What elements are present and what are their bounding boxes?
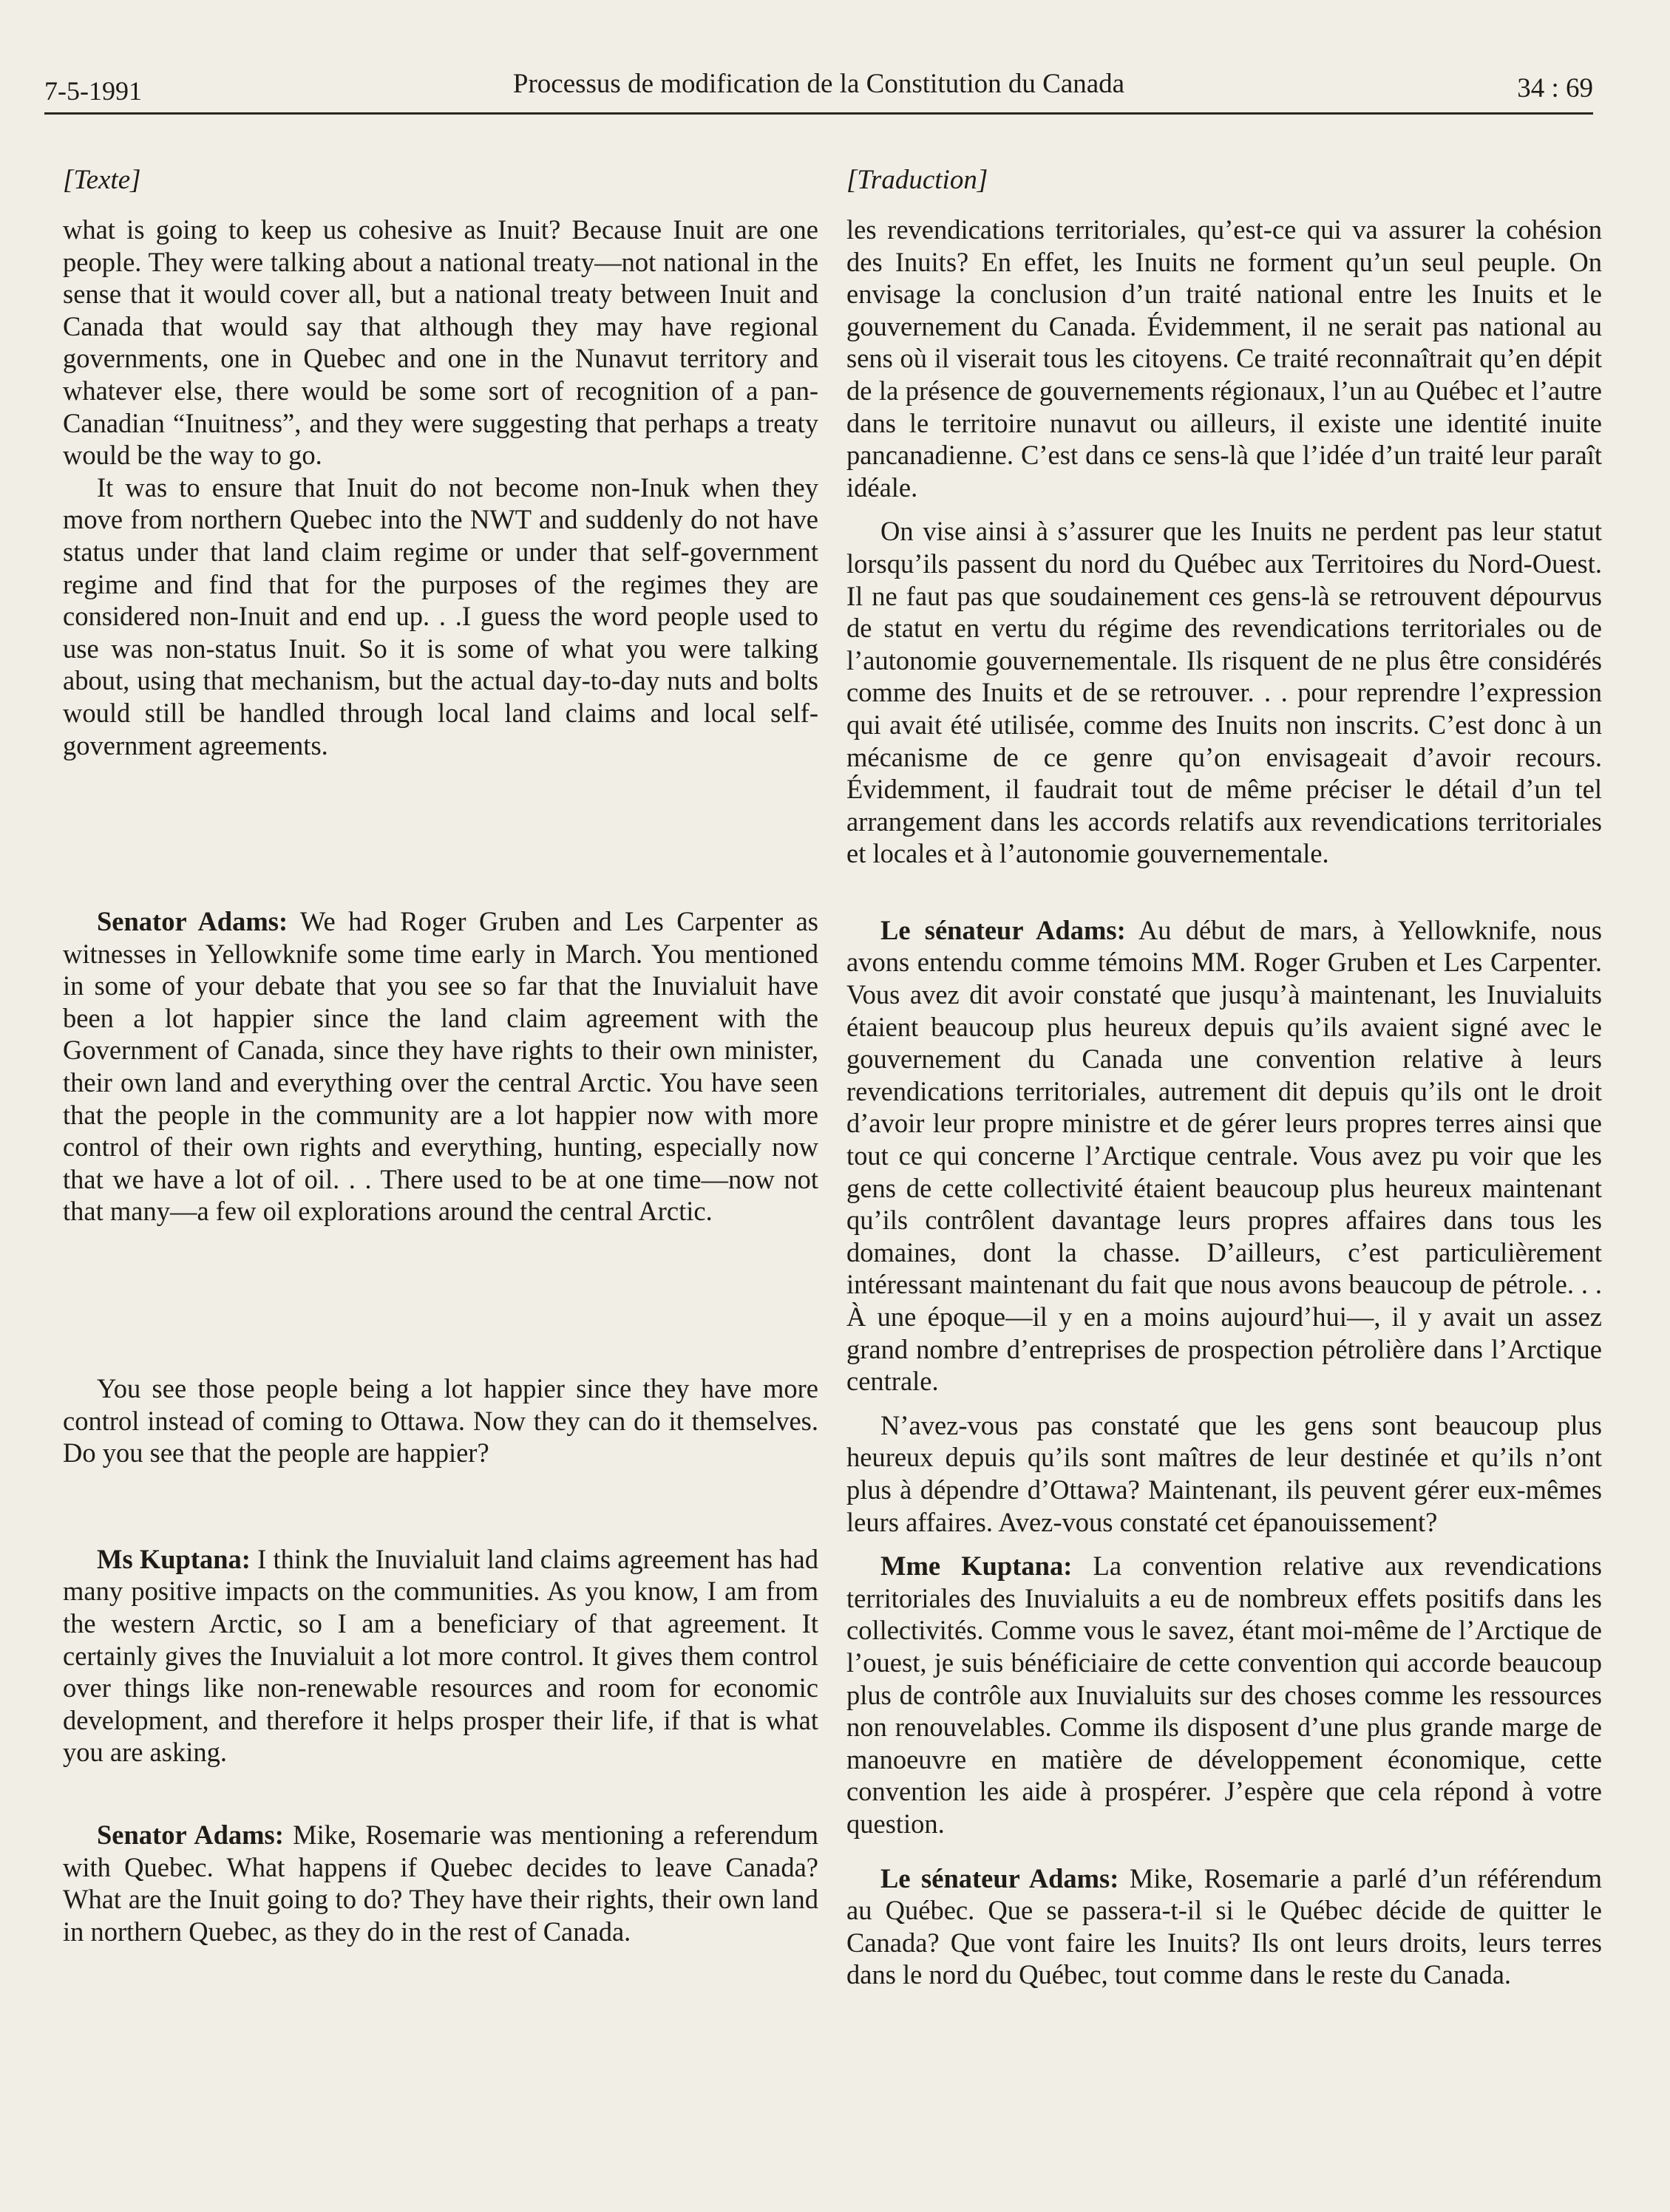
french-paragraph-4: N’avez-vous pas constaté que les gens sont beaucoup plus heureux depuis qu’ils sont maîtres de leur destinée et qu’ils n’ont plus à dépendre d’Ottawa? Maintenant, ils peuvent gérer eux-mêmes leurs affaires. Avez-vous constaté cet épanouissement? bbox=[846, 1409, 1602, 1537]
english-paragraph-3 bbox=[63, 905, 818, 1228]
french-paragraph-5 bbox=[846, 1550, 1602, 1840]
english-speaker-3: Senator Adams: bbox=[97, 906, 288, 937]
english-text-6: Mike, Rosemarie was mentioning a referendum with Quebec. What happens if Quebec decides to leave Canada? What are the Inuit going to do? They have their rights, their own land in northern Quebec, as they do in the rest of Canada. bbox=[63, 1819, 818, 1947]
french-text-6: Mike, Rosemarie a parlé d’un référendum au Québec. Que se passera-t-il si le Québec décide de quitter le Canada? Que vont faire les Inuits? Ils ont leurs droits, leurs terres dans le nord du Québec, tout comme dans le reste du Canada. bbox=[846, 1862, 1602, 1990]
header-title: Processus de modification de la Constitution du Canada bbox=[512, 69, 1125, 99]
french-paragraph-2: On vise ainsi à s’assurer que les Inuits ne perdent pas leur statut lorsqu’ils passent du nord du Québec aux Territoires du Nord-Ouest. Il ne faut pas que soudainement ces gens-là se retrouvent dépourvus de statut en vertu du régime des revendications territoriales ou de l’autonomie gouvernementale. Ils risquent de ne plus être considérés comme des Inuits et de se retrouver. . . pour reprendre l’expression qui avait été utilisée, comme des Inuits non inscrits. C’est donc à un mécanisme de ce genre qu’on envisageait d’avoir recours. Évidemment, il faudrait tout de même préciser le détail d’un tel arrangement dans les accords relatifs aux revendications territoriales et locales et à l’autonomie gouvernementale. bbox=[846, 516, 1602, 869]
header-page-number: 34 : 69 bbox=[1517, 73, 1593, 103]
english-speaker-6: Senator Adams: bbox=[97, 1819, 284, 1850]
french-speaker-3: Le sénateur Adams: bbox=[880, 914, 1126, 945]
english-tag: [Texte] bbox=[63, 165, 141, 195]
english-paragraph-1: what is going to keep us cohesive as Inuit? Because Inuit are one people. They were talking about a national treaty—not national in the sense that it would cover all, but a national treaty between Inuit and Canada that would say that although they may have regional governments, one in Quebec and one in the Nunavut territory and whatever else, there would be some sort of recognition of a pan-Canadian “Inuitness”, and they were suggesting that perhaps a treaty would be the way to go. bbox=[63, 214, 818, 471]
english-text-3: We had Roger Gruben and Les Carpenter as witnesses in Yellowknife some time early in March. You mentioned in some of your debate that you see so far that the Inuvialuit have been a lot happier since the land claim agreement with the Government of Canada, since they have rights to their own minister, their own land and everything over the central Arctic. You have seen that the people in the community are a lot happier now with more control of their own rights and everything, hunting, especially now that we have a lot of oil. . . There used to be at one time—now not that many—a few oil explorations around the central Arctic. bbox=[63, 906, 818, 1227]
french-paragraph-1: les revendications territoriales, qu’est-ce qui va assurer la cohésion des Inuits? En effet, les Inuits ne forment qu’un seul peuple. On envisage la conclusion d’un traité national entre les Inuits et le gouvernement du Canada. Évidemment, il ne serait pas national au sens où il viserait tous les citoyens. Ce traité reconnaîtrait qu’en dépit de la présence de gouvernements régionaux, l’un au Québec et l’autre dans le territoire nunavut ou ailleurs, il existe une identité inuite pancanadienne. C’est dans ce sens-là que l’idée d’un traité leur paraît idéale. bbox=[846, 214, 1602, 503]
english-paragraph-2: It was to ensure that Inuit do not become non-Inuk when they move from northern Quebec into the NWT and suddenly do not have status under that land claim regime or under that self-government regime and find that for the purposes of the regimes they are considered non-Inuit and end up. . .I guess the word people used to use was non-status Inuit. So it is some of what you were talking about, using that mechanism, but the actual day-to-day nuts and bolts would still be handled through local land claims and local self-government agreements. bbox=[63, 472, 818, 760]
english-column bbox=[63, 164, 818, 1947]
english-speaker-5: Ms Kuptana: bbox=[97, 1543, 251, 1574]
english-paragraph-5 bbox=[63, 1543, 818, 1769]
french-paragraph-3 bbox=[846, 914, 1602, 1398]
french-text-5: La convention relative aux revendications territoriales des Inuvialuits a eu de nombreux effets positifs dans les collectivités. Comme vous le savez, étant moi-même de l’Arctique de l’ouest, je suis bénéficiaire de cette convention qui accorde beaucoup plus de contrôle aux Inuvialuits sur des choses comme les ressources non renouvelables. Comme ils disposent d’une plus grande marge de manoeuvre en matière de développement économique, cette convention les aide à prospérer. J’espère que cela répond à votre question. bbox=[846, 1551, 1602, 1839]
french-column bbox=[846, 164, 1602, 1991]
french-paragraph-6 bbox=[846, 1862, 1602, 1991]
english-text-5: I think the Inuvialuit land claims agreement has had many positive impacts on the communities. As you know, I am from the western Arctic, so I am a beneficiary of that agreement. It certainly gives the Inuvialuit a lot more control. It gives them control over things like non-renewable resources and room for economic development, and therefore it helps prosper their life, if that is what you are asking. bbox=[63, 1543, 818, 1768]
french-speaker-6: Le sénateur Adams: bbox=[880, 1862, 1119, 1893]
english-paragraph-6 bbox=[63, 1819, 818, 1947]
header-rule bbox=[44, 112, 1593, 115]
french-speaker-5: Mme Kuptana: bbox=[880, 1551, 1073, 1582]
english-paragraph-4: You see those people being a lot happier since they have more control instead of coming to Ottawa. Now they can do it themselves. Do you see that the people are happier? bbox=[63, 1373, 818, 1469]
header-date: 7-5-1991 bbox=[44, 76, 142, 106]
french-text-3: Au début de mars, à Yellowknife, nous avons entendu comme témoins MM. Roger Gruben et Les Carpenter. Vous avez dit avoir constaté que jusqu’à maintenant, les Inuvialuits étaient beaucoup plus heureux depuis qu’ils avaient signé avec le gouvernement du Canada une convention relative à leurs revendications territoriales, autrement dit depuis qu’ils ont le droit d’avoir leur propre ministre et de gérer leurs propres terres ainsi que tout ce qui concerne l’Arctique centrale. Vous avez pu voir que les gens de cette collectivité étaient beaucoup plus heureux maintenant qu’ils contrôlent davantage leurs propres affaires dans tous les domaines, dont la chasse. D’ailleurs, c’est particulièrement intéressant maintenant du fait que nous avons beaucoup de pétrole. . . À une époque—il y en a moins aujourd’hui—, il y avait un assez grand nombre d’entreprises de prospection pétrolière dans l’Arctique centrale. bbox=[846, 914, 1602, 1397]
page-header bbox=[44, 68, 1593, 114]
french-tag: [Traduction] bbox=[846, 165, 988, 195]
